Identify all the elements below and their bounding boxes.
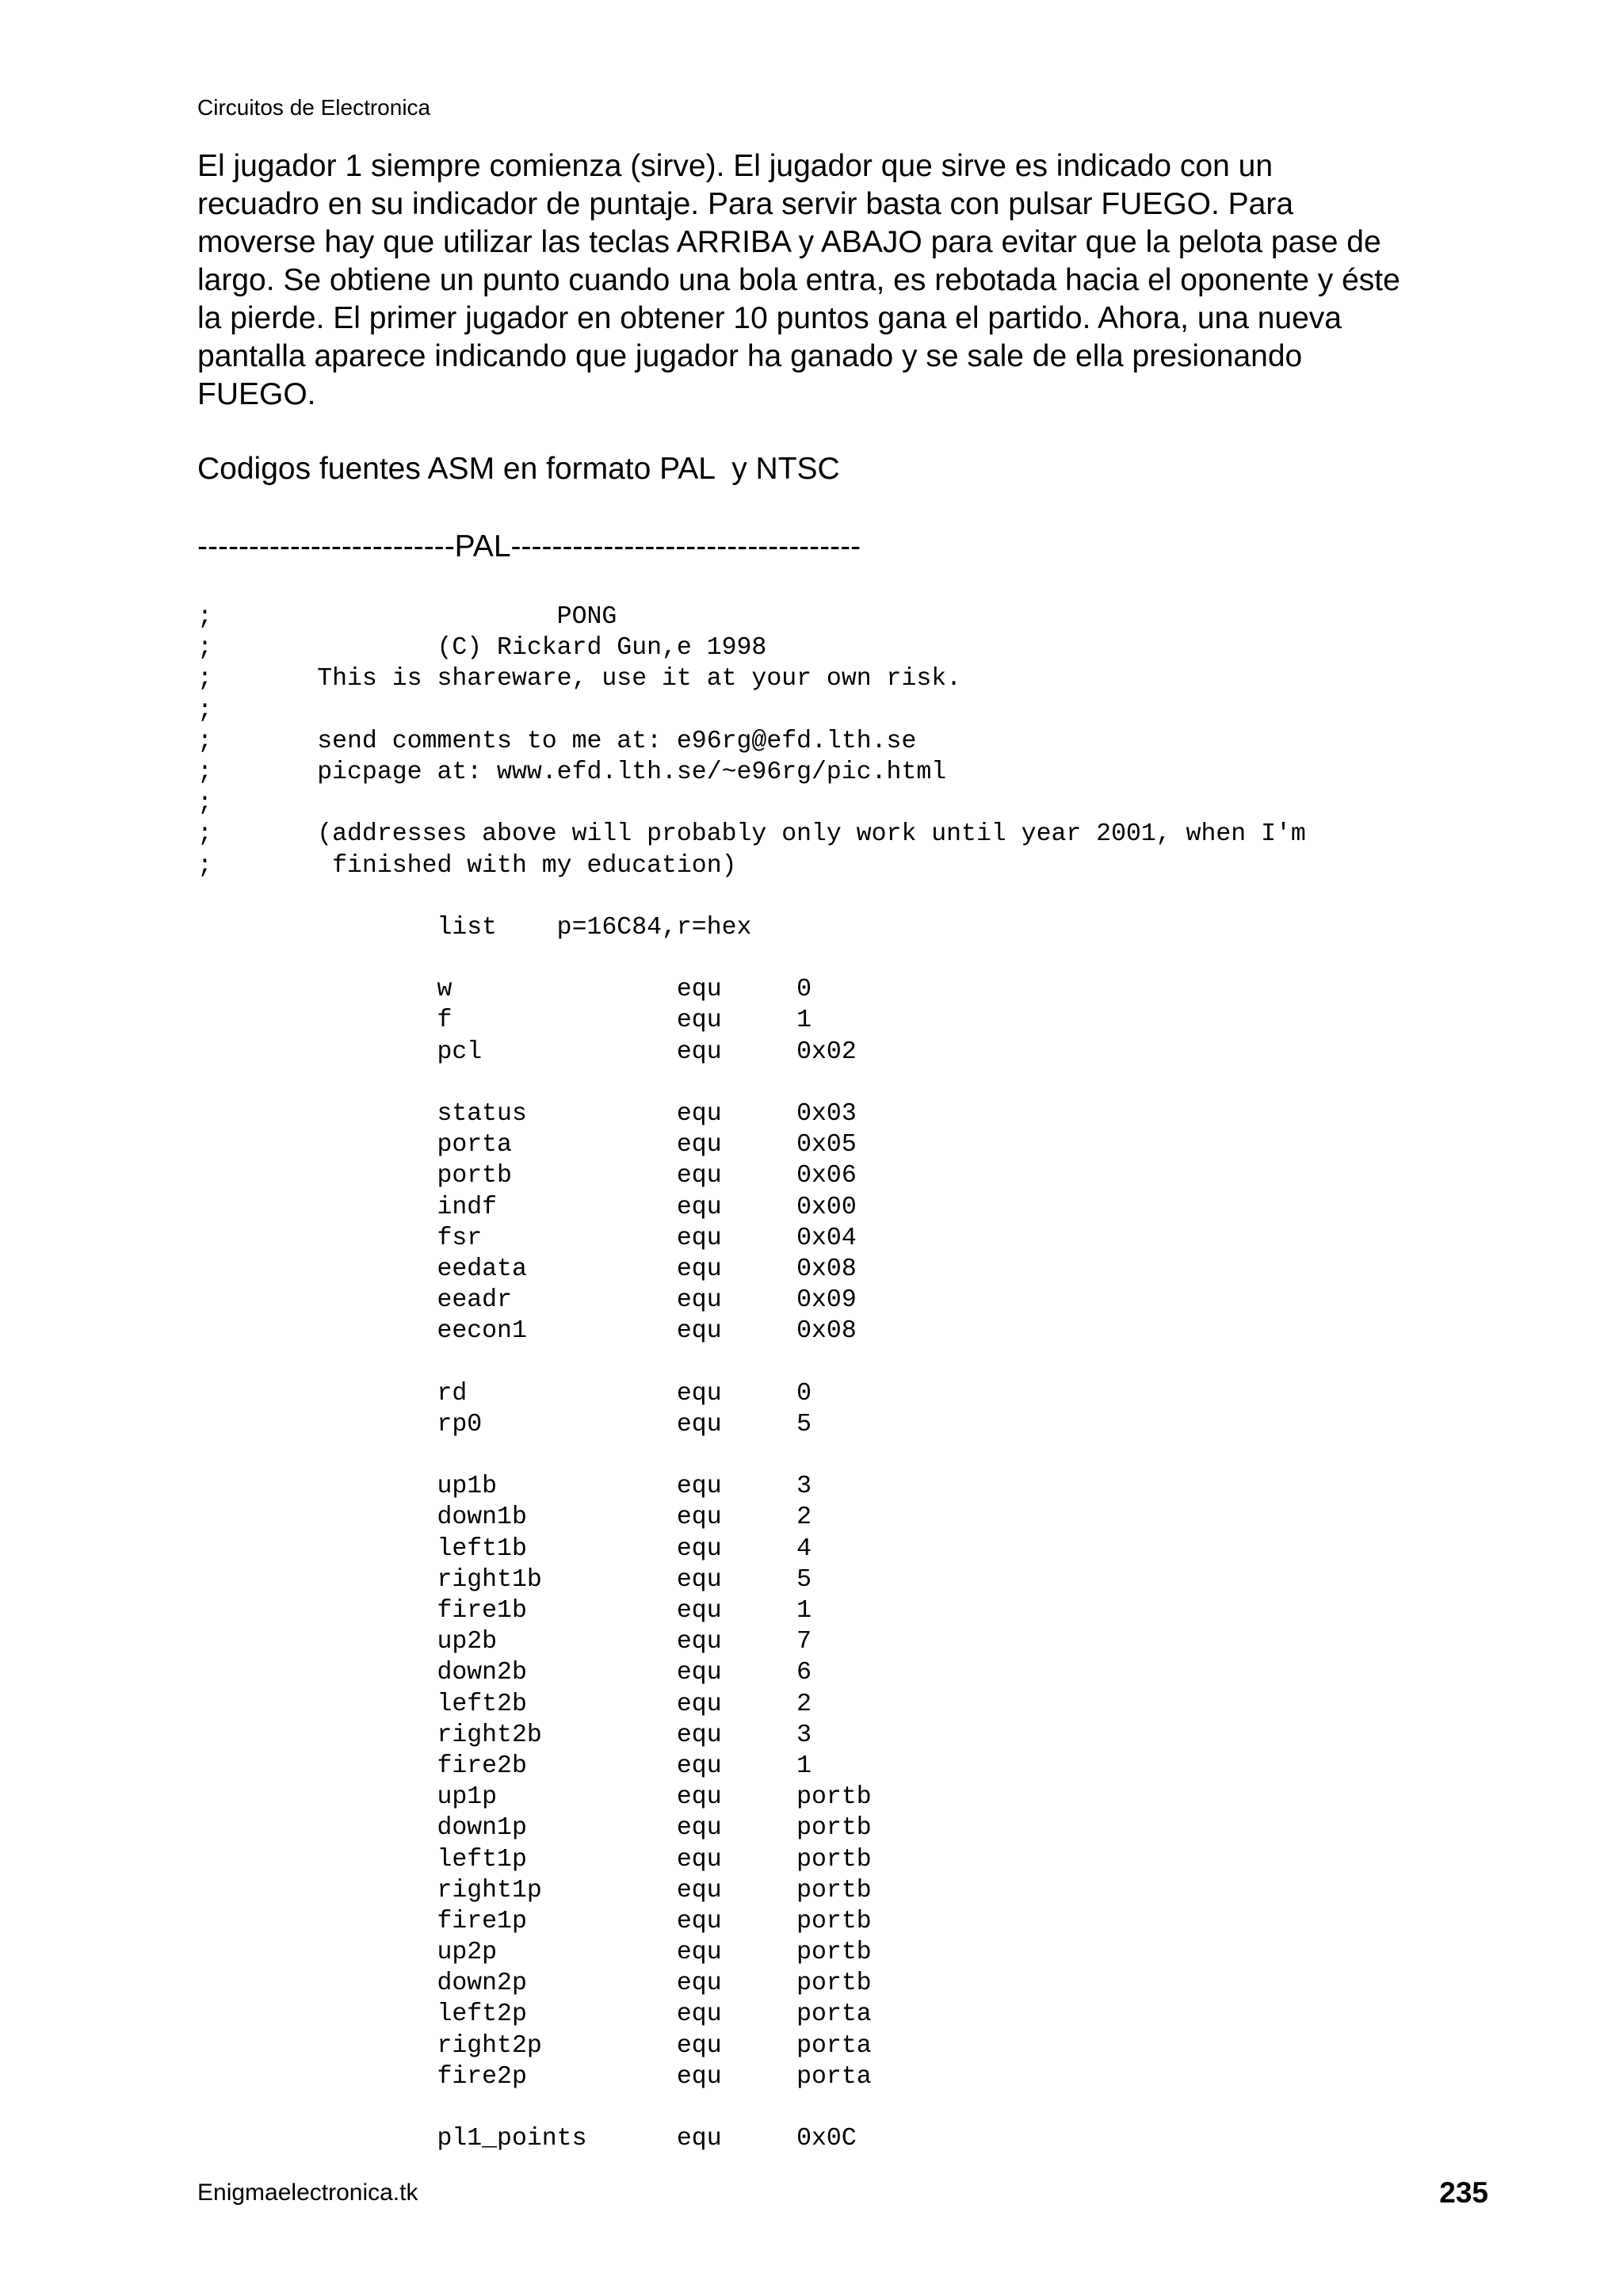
code-line: indf equ 0x00 [197, 1193, 857, 1221]
code-line: w equ 0 [197, 976, 812, 1004]
code-line [197, 1347, 1306, 1378]
code-line: ; (C) Rickard Gun,e 1998 [197, 634, 767, 663]
paragraph-line: El jugador 1 siempre comienza (sirve). El jugador que sirve es indicado con un [197, 149, 1274, 183]
code-line: ; send comments to me at: e96rg@efd.lth.se [197, 727, 917, 755]
code-line: f equ 1 [197, 1007, 812, 1035]
code-line: portb equ 0x06 [197, 1162, 857, 1190]
code-line: right1b equ 5 [197, 1565, 812, 1594]
code-line: fire1p equ portb [197, 1907, 872, 1935]
code-line: eecon1 equ 0x08 [197, 1317, 857, 1346]
code-line: down2p equ portb [197, 1969, 872, 1998]
code-line: down2b equ 6 [197, 1659, 812, 1687]
paragraph-line: la pierde. El primer jugador en obtener 10 puntos gana el partido. Ahora, una nueva [197, 301, 1342, 335]
code-line: fsr equ 0x04 [197, 1224, 857, 1252]
code-line: fire2p equ porta [197, 2062, 872, 2091]
code-line: ; (addresses above will probably only work until year 2001, when I'm [197, 820, 1306, 849]
code-line: up2b equ 7 [197, 1628, 812, 1656]
code-line: ; [197, 696, 212, 724]
paragraph-line: recuadro en su indicador de puntaje. Para servir basta con pulsar FUEGO. Para [197, 187, 1294, 221]
pal-divider: -------------------------PAL---------------------------------- [197, 529, 861, 563]
code-line: ; PONG [197, 603, 617, 631]
code-line: fire2b equ 1 [197, 1752, 812, 1780]
code-line [197, 943, 1306, 974]
code-line: pl1_points equ 0x0C [197, 2125, 857, 2153]
paragraph-line: pantalla aparece indicando que jugador ha ganado y se sale de ella presionando [197, 339, 1303, 373]
code-line: right2b equ 3 [197, 1721, 812, 1749]
code-line: ; finished with my education) [197, 851, 737, 880]
code-line: eedata equ 0x08 [197, 1255, 857, 1283]
code-line: rp0 equ 5 [197, 1410, 812, 1438]
code-line [197, 1068, 1306, 1098]
code-line [197, 881, 1306, 912]
code-line [197, 1440, 1306, 1471]
paragraph-line: moverse hay que utilizar las teclas ARRIBA y ABAJO para evitar que la pelota pase de [197, 225, 1381, 259]
code-line: right1p equ portb [197, 1876, 872, 1904]
code-line: rd equ 0 [197, 1379, 812, 1408]
running-header: Circuitos de Electronica [197, 95, 431, 120]
code-line: up1p equ portb [197, 1783, 872, 1812]
code-line: ; picpage at: www.efd.lth.se/~e96rg/pic.html [197, 758, 947, 786]
code-line: porta equ 0x05 [197, 1131, 857, 1159]
code-line: left2b equ 2 [197, 1690, 812, 1718]
footer-site: Enigmaelectronica.tk [197, 2179, 418, 2206]
intro-paragraph [197, 147, 1497, 414]
code-line: left1b equ 4 [197, 1534, 812, 1563]
code-line: fire1b equ 1 [197, 1597, 812, 1625]
code-line: up1b equ 3 [197, 1473, 812, 1501]
code-line: right2p equ porta [197, 2031, 872, 2060]
page-number: 235 [1439, 2176, 1488, 2209]
code-line: left1p equ portb [197, 1845, 872, 1874]
code-line: up2p equ portb [197, 1939, 872, 1967]
paragraph-line: largo. Se obtiene un punto cuando una bola entra, es rebotada hacia el oponente y éste [197, 263, 1400, 297]
code-line: pcl equ 0x02 [197, 1037, 857, 1066]
section-subtitle: Codigos fuentes ASM en formato PAL y NTSC [197, 452, 840, 486]
code-line: list p=16C84,r=hex [197, 913, 752, 942]
code-line: left2p equ porta [197, 2000, 872, 2029]
paragraph-line: FUEGO. [197, 377, 316, 411]
code-line: down1b equ 2 [197, 1503, 812, 1532]
code-line: down1p equ portb [197, 1814, 872, 1843]
code-line: status equ 0x03 [197, 1100, 857, 1128]
code-listing [197, 602, 1306, 2154]
code-line: eeadr equ 0x09 [197, 1286, 857, 1315]
code-line: ; This is shareware, use it at your own risk. [197, 665, 962, 693]
code-line [197, 2092, 1306, 2123]
code-line: ; [197, 789, 212, 818]
